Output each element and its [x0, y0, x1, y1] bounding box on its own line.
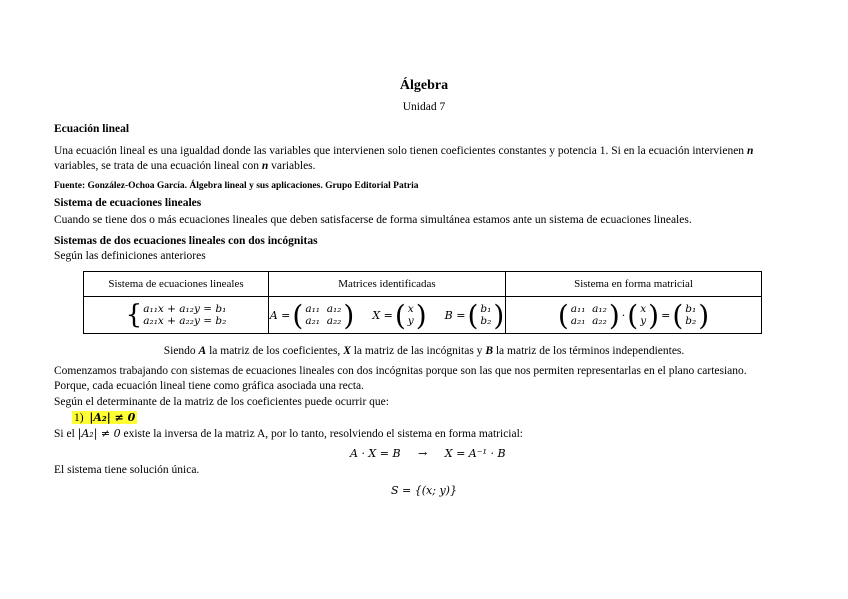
- table-caption: [0, 345, 848, 357]
- table-header: Matrices identificadas: [269, 272, 506, 297]
- b2: b₂: [480, 315, 492, 327]
- paragraph-segun: Según las definiciones anteriores: [54, 250, 206, 262]
- a22: a₂₂: [326, 315, 342, 327]
- caption-var: A: [198, 345, 207, 357]
- heading-sistemas-dos: Sistemas de dos ecuaciones lineales con dos incógnitas: [54, 235, 318, 247]
- solution-set: S = {(x; y)}: [391, 484, 457, 497]
- matrix-a-label: A =: [269, 308, 291, 322]
- caption-var: B: [485, 345, 493, 357]
- paragraph-line: [54, 160, 316, 172]
- paragraph-text: Una ecuación lineal es una igualdad donde las variables que intervienen solo tienen coeficientes constantes y potencia 1. Si en la ecuación intervienen: [54, 145, 745, 157]
- variable-n: n: [746, 145, 754, 157]
- table-header: Sistema de ecuaciones lineales: [84, 272, 269, 297]
- dot: ·: [621, 308, 626, 322]
- left-brace: {: [125, 300, 143, 330]
- table-cell-system: [84, 297, 269, 334]
- body-line: [54, 427, 523, 440]
- paragraph-line: [54, 145, 753, 157]
- caption-text: la matriz de los términos independientes.: [495, 345, 685, 357]
- a22: a₂₂: [592, 315, 607, 327]
- heading-sistema: Sistema de ecuaciones lineales: [54, 197, 202, 209]
- y: y: [407, 315, 414, 327]
- b1: b₁: [480, 303, 492, 315]
- source-citation: Fuente: González-Ochoa García. Álgebra lineal y sus aplicaciones. Grupo Editorial Patria: [54, 181, 419, 191]
- matrix-b-label: B =: [444, 308, 466, 322]
- paragraph-text: variables.: [271, 160, 316, 172]
- a11: a₁₁: [305, 303, 320, 315]
- page-subtitle: Unidad 7: [402, 101, 446, 113]
- equation-1: a₁₁x + a₁₂y = b₁: [143, 303, 227, 315]
- body-text: Si el: [54, 428, 75, 440]
- a12: a₁₂: [326, 303, 342, 315]
- formula-right: X = A⁻¹ · B: [444, 447, 506, 460]
- case-number: 1): [74, 412, 84, 424]
- body-line: Porque, cada ecuación lineal tiene como gráfica asociada una recta.: [54, 380, 365, 392]
- a11: a₁₁: [570, 303, 586, 315]
- caption-text: la matriz de las incógnitas y: [353, 345, 483, 357]
- a21: a₂₁: [570, 315, 586, 327]
- equals: =: [661, 308, 671, 322]
- paragraph-sistema: Cuando se tiene dos o más ecuaciones lineales que deben satisfacerse de forma simultánea estamos ante un sistema de ecuaciones lineales.: [54, 214, 692, 226]
- a12: a₁₂: [592, 303, 607, 315]
- b1: b₁: [685, 303, 697, 315]
- heading-ecuacion-lineal: Ecuación lineal: [54, 123, 130, 135]
- page-title: Álgebra: [399, 78, 449, 93]
- body-line: El sistema tiene solución única.: [54, 464, 200, 476]
- caption-text: la matriz de los coeficientes,: [209, 345, 341, 357]
- x: x: [407, 303, 414, 315]
- variable-n: n: [261, 160, 269, 172]
- caption-text: Siendo: [163, 345, 196, 357]
- y: y: [640, 315, 647, 327]
- determinant-expression: |A₂| ≠ 0: [77, 427, 121, 440]
- table-header: Sistema en forma matricial: [506, 272, 762, 297]
- body-line: Comenzamos trabajando con sistemas de ecuaciones lineales con dos incógnitas porque son las que nos permiten representarlas en el plano cartesiano.: [54, 365, 747, 377]
- b2: b₂: [685, 315, 697, 327]
- equation-2: a₂₁x + a₂₂y = b₂: [143, 315, 227, 327]
- formula: [350, 447, 506, 460]
- table-cell-matrices: A = ( a₁₁ a₁₂ a₂₁ a₂₂ ) X = ( x y ) B = ( b₁ b₂ ): [269, 298, 505, 332]
- x: x: [640, 303, 647, 315]
- a21: a₂₁: [305, 315, 320, 327]
- arrow-icon: →: [418, 447, 428, 460]
- body-line: Según el determinante de la matriz de los coeficientes puede ocurrir que:: [54, 396, 389, 408]
- formula-left: A · X = B: [350, 447, 401, 460]
- paragraph-text: variables, se trata de una ecuación lineal con: [54, 160, 259, 172]
- caption-var: X: [343, 345, 351, 357]
- case-item-1: [72, 411, 137, 424]
- case-expression: |A₂| ≠ 0: [89, 411, 136, 424]
- table-cell-matrix-form: ( a₁₁ a₁₂ a₂₁ a₂₂ ) · ( x y ) = ( b₁ b₂ ): [506, 297, 762, 334]
- systems-table: [83, 271, 762, 334]
- matrix-x-label: X =: [372, 308, 393, 322]
- body-text: existe la inversa de la matriz A, por lo tanto, resolviendo el sistema en forma matricial:: [123, 428, 523, 440]
